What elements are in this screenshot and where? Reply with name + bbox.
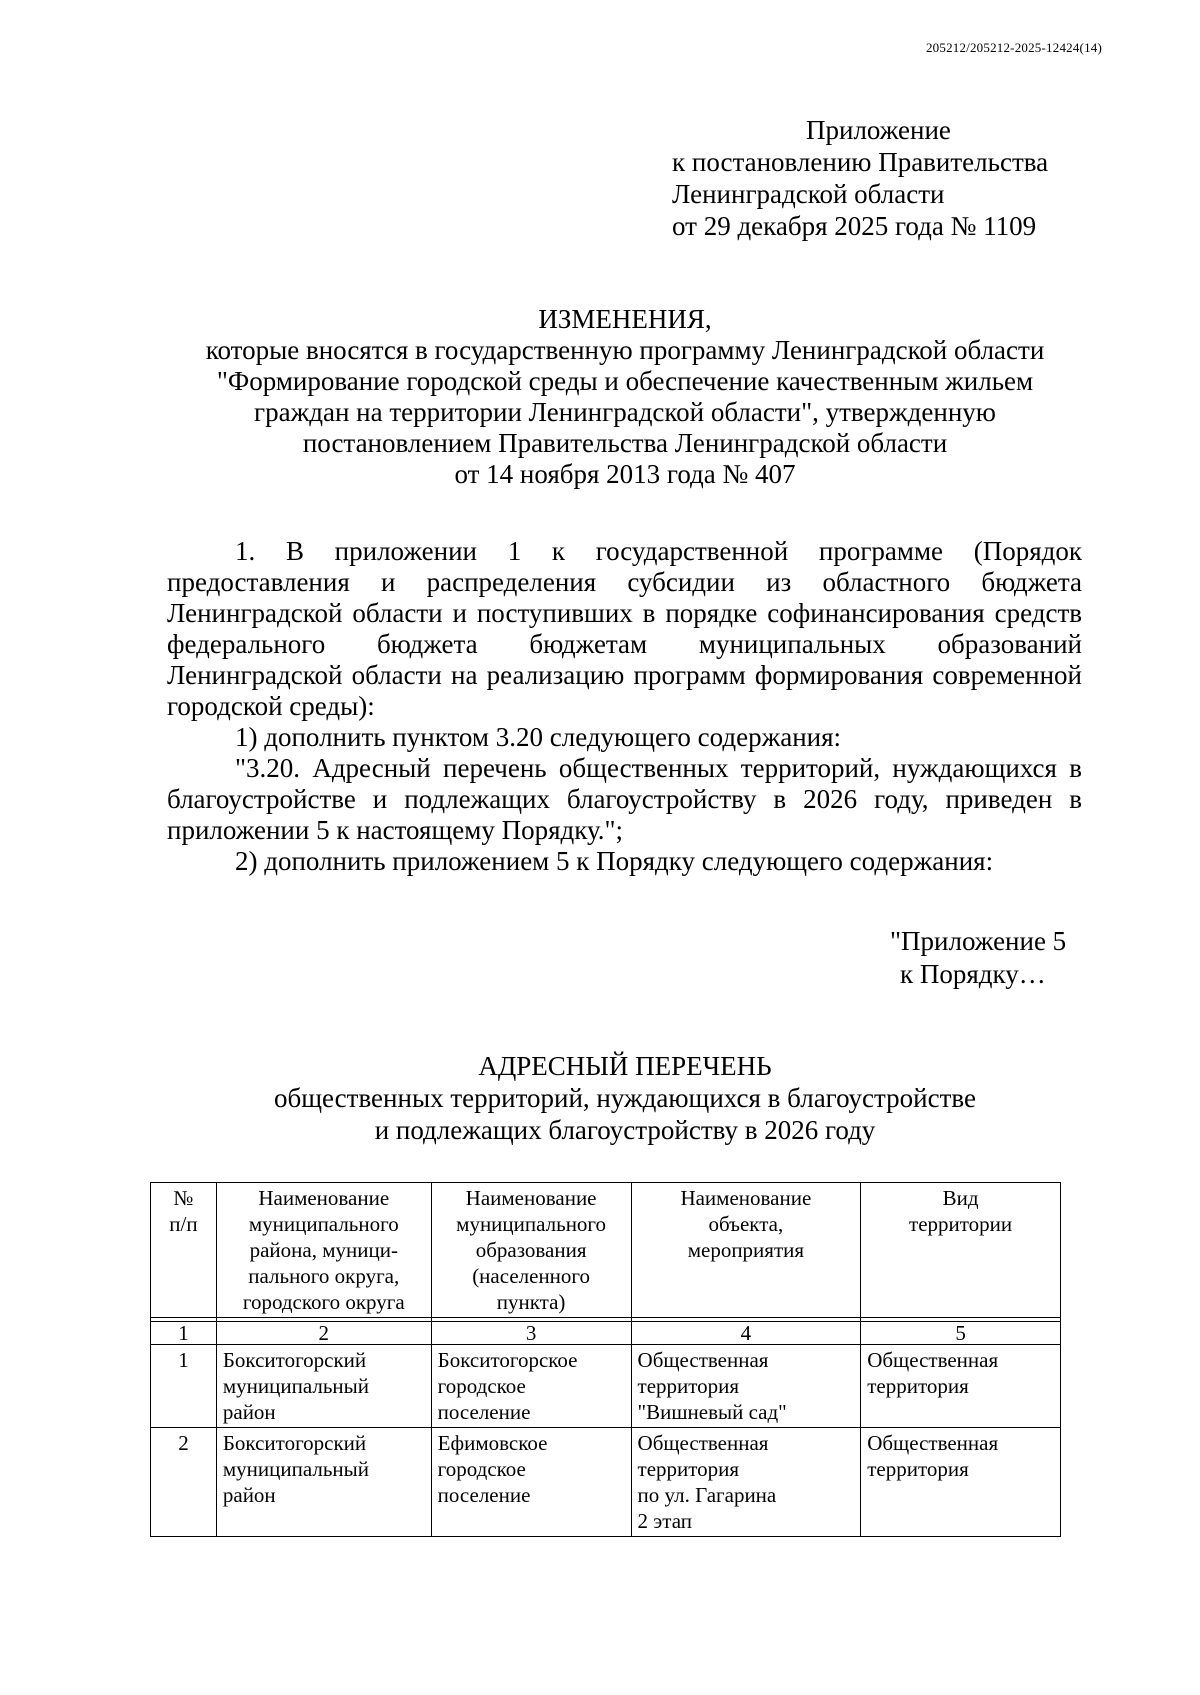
annex5-header: [890, 925, 1066, 991]
annex5-label: "Приложение 5: [890, 926, 1067, 956]
object-cell: Общественная территория по ул. Гагарина 2 этап: [631, 1428, 861, 1537]
district-cell: Бокситогорский муниципальный район: [216, 1428, 431, 1537]
appendix-decree-ref: к постановлению Правительства: [672, 147, 1049, 177]
type-cell: Общественная территория: [861, 1428, 1061, 1537]
changes-title: [160, 304, 1090, 490]
address-list-subtitle: общественных территорий, нуждающихся в благоустройстве: [274, 1083, 976, 1113]
changes-subtitle-line: которые вносятся в государственную программу Ленинградской области: [205, 335, 1045, 365]
changes-subtitle-line: "Формирование городской среды и обеспечение качественным жильем: [216, 366, 1034, 396]
address-list-title: [160, 1050, 1090, 1146]
municipality-cell: Ефимовское городское поселение: [431, 1428, 631, 1537]
appendix-date-number: от 29 декабря 2025 года № 1109: [672, 211, 1037, 241]
item-1-quote: "3.20. Адресный перечень общественных территорий, нуждающихся в благоустройстве и подлежащих благоустройству в 2026 году, приведен в приложении 5 к настоящему Порядку.";: [167, 753, 1082, 845]
body-text: [167, 536, 1082, 877]
table-row: [151, 1345, 1061, 1428]
column-number: 3: [431, 1322, 631, 1345]
changes-subtitle-line: постановлением Правительства Ленинградской области: [302, 428, 948, 458]
object-cell: Общественная территория "Вишневый сад": [631, 1345, 861, 1428]
column-number-row: [151, 1322, 1061, 1345]
item-1: 1) дополнить пунктом 3.20 следующего содержания:: [235, 722, 842, 752]
annex5-ref: к Порядку…: [900, 959, 1046, 989]
column-number: 4: [631, 1322, 861, 1345]
address-table: [150, 1182, 1061, 1537]
table-header-row: [151, 1183, 1061, 1318]
document-id: 205212/205212-2025-12424(14): [925, 40, 1102, 55]
appendix-label: Приложение: [806, 115, 951, 145]
changes-heading: ИЗМЕНЕНИЯ,: [538, 304, 712, 334]
paragraph-1: 1. В приложении 1 к государственной программе (Порядок предоставления и распределения субсидии из областного бюджета Ленинградской области и поступивших в порядке софинансирования средств федерального бюджета бюджетам муниципальных образований Ленинградской области на реализацию программ формирования современной городской среды):: [167, 536, 1082, 721]
header-cell-type: Вид территории: [861, 1183, 1061, 1318]
column-number: 1: [151, 1322, 217, 1345]
header-cell-district: Наименование муниципального района, муници- пального округа, городского округа: [216, 1183, 431, 1318]
appendix-region: Ленинградской области: [672, 179, 945, 209]
row-number: 1: [151, 1345, 217, 1428]
header-cell-municipality: Наименование муниципального образования (населенного пункта): [431, 1183, 631, 1318]
appendix-header: [672, 114, 1048, 242]
municipality-cell: Бокситогорское городское поселение: [431, 1345, 631, 1428]
row-number: 2: [151, 1428, 217, 1537]
table-row: [151, 1428, 1061, 1537]
header-cell-number: № п/п: [151, 1183, 217, 1318]
item-2: 2) дополнить приложением 5 к Порядку следующего содержания:: [235, 846, 994, 876]
address-list-subtitle: и подлежащих благоустройству в 2026 году: [374, 1115, 876, 1145]
district-cell: Бокситогорский муниципальный район: [216, 1345, 431, 1428]
changes-subtitle-line: от 14 ноября 2013 года № 407: [454, 459, 796, 489]
type-cell: Общественная территория: [861, 1345, 1061, 1428]
header-cell-object: Наименование объекта, мероприятия: [631, 1183, 861, 1318]
address-list-heading: АДРЕСНЫЙ ПЕРЕЧЕНЬ: [478, 1051, 772, 1081]
column-number: 5: [861, 1322, 1061, 1345]
changes-subtitle-line: граждан на территории Ленинградской области", утвержденную: [254, 397, 996, 427]
column-number: 2: [216, 1322, 431, 1345]
